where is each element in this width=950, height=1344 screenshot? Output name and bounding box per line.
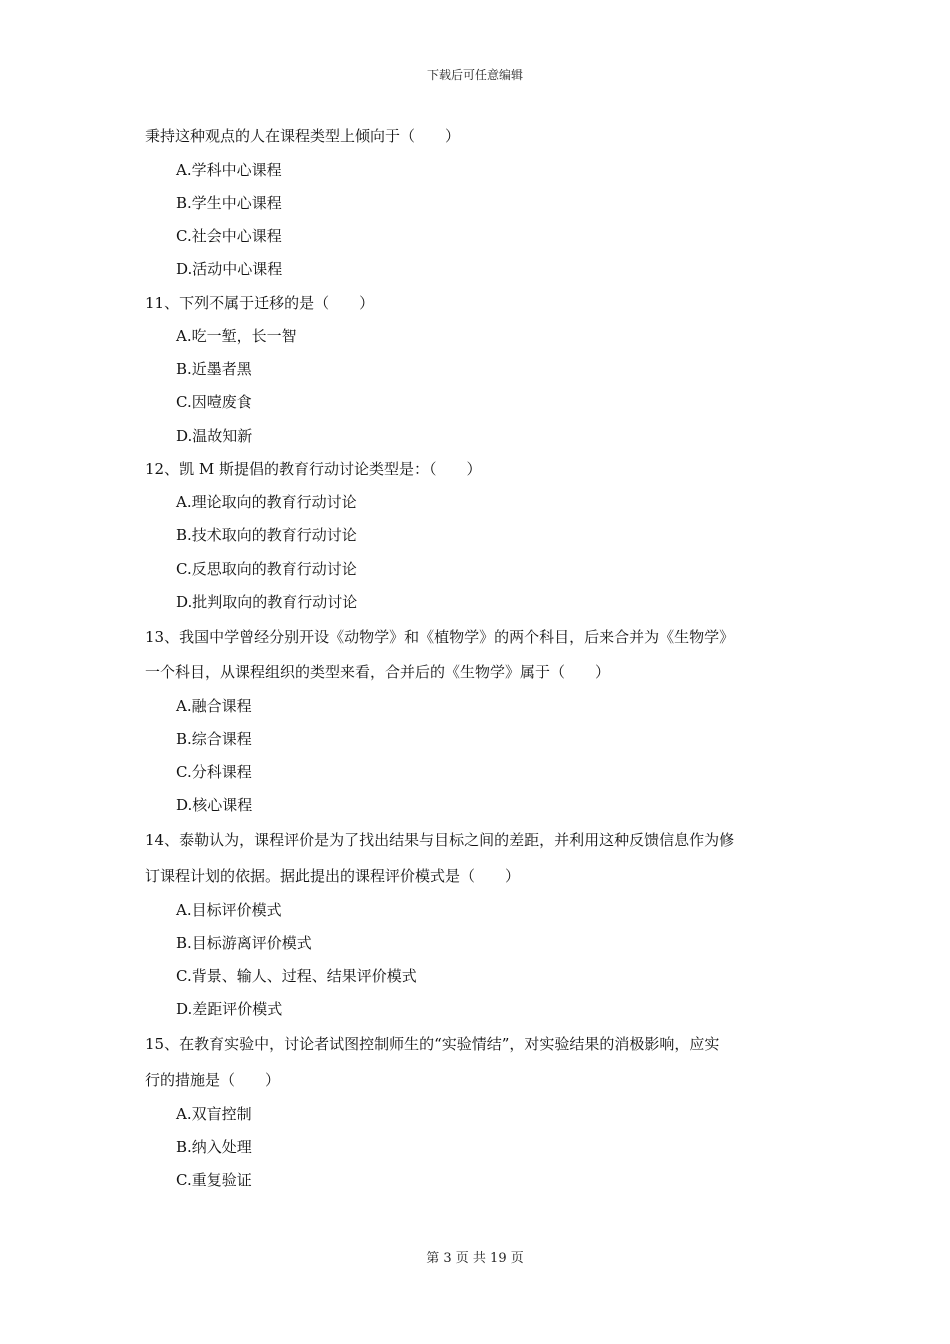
answer-option: C.社会中心课程 xyxy=(176,227,282,245)
answer-option: D.批判取向的教育行动讨论 xyxy=(176,593,358,611)
question-14: 14、泰勒认为，课程评价是为了找出结果与目标之间的差距，并利用这种反馈信息作为修 xyxy=(145,831,735,849)
answer-option: B.近墨者黑 xyxy=(176,360,252,378)
answer-option: A.理论取向的教育行动讨论 xyxy=(176,493,357,511)
answer-option: A.吃一堑，长一智 xyxy=(176,327,297,345)
question-13: 13、我国中学曾经分别开设《动物学》和《植物学》的两个科目，后来合并为《生物学》 xyxy=(145,628,735,646)
question-14-cont: 订课程计划的依据。据此提出的课程评价模式是（ ） xyxy=(145,867,521,885)
answer-option: C.因噎废食 xyxy=(176,393,252,411)
answer-option: B.综合课程 xyxy=(176,730,252,748)
answer-option: B.技术取向的教育行动讨论 xyxy=(176,526,357,544)
answer-option: A.学科中心课程 xyxy=(176,161,282,179)
answer-option: B.学生中心课程 xyxy=(176,194,282,212)
question-13-cont: 一个科目，从课程组织的类型来看，合并后的《生物学》属于（ ） xyxy=(145,663,611,681)
answer-option: C.重复验证 xyxy=(176,1171,252,1189)
question-12: 12、凯 M 斯提倡的教育行动讨论类型是：（ ） xyxy=(145,460,482,478)
answer-option: D.差距评价模式 xyxy=(176,1000,283,1018)
answer-option: D.温故知新 xyxy=(176,427,253,445)
answer-option: C.分科课程 xyxy=(176,763,252,781)
page-footer: 第 3 页 共 19 页 xyxy=(426,1251,524,1266)
question-15: 15、在教育实验中，讨论者试图控制师生的“实验情结”，对实验结果的消极影响，应实 xyxy=(145,1035,720,1053)
answer-option: B.目标游离评价模式 xyxy=(176,934,312,952)
answer-option: D.核心课程 xyxy=(176,796,253,814)
page-header: 下载后可任意编辑 xyxy=(426,68,523,82)
answer-option: A.目标评价模式 xyxy=(176,901,282,919)
answer-option: B.纳入处理 xyxy=(176,1138,252,1156)
question-11: 11、下列不属于迁移的是（ ） xyxy=(145,294,375,312)
answer-option: C.背景、输人、过程、结果评价模式 xyxy=(176,967,417,985)
answer-option: A.融合课程 xyxy=(176,697,252,715)
answer-option: D.活动中心课程 xyxy=(176,260,283,278)
question-stem-line: 秉持这种观点的人在课程类型上倾向于（ ） xyxy=(145,127,461,145)
question-15-cont: 行的措施是（ ） xyxy=(145,1071,281,1089)
answer-option: A.双盲控制 xyxy=(176,1105,252,1123)
answer-option: C.反思取向的教育行动讨论 xyxy=(176,560,357,578)
